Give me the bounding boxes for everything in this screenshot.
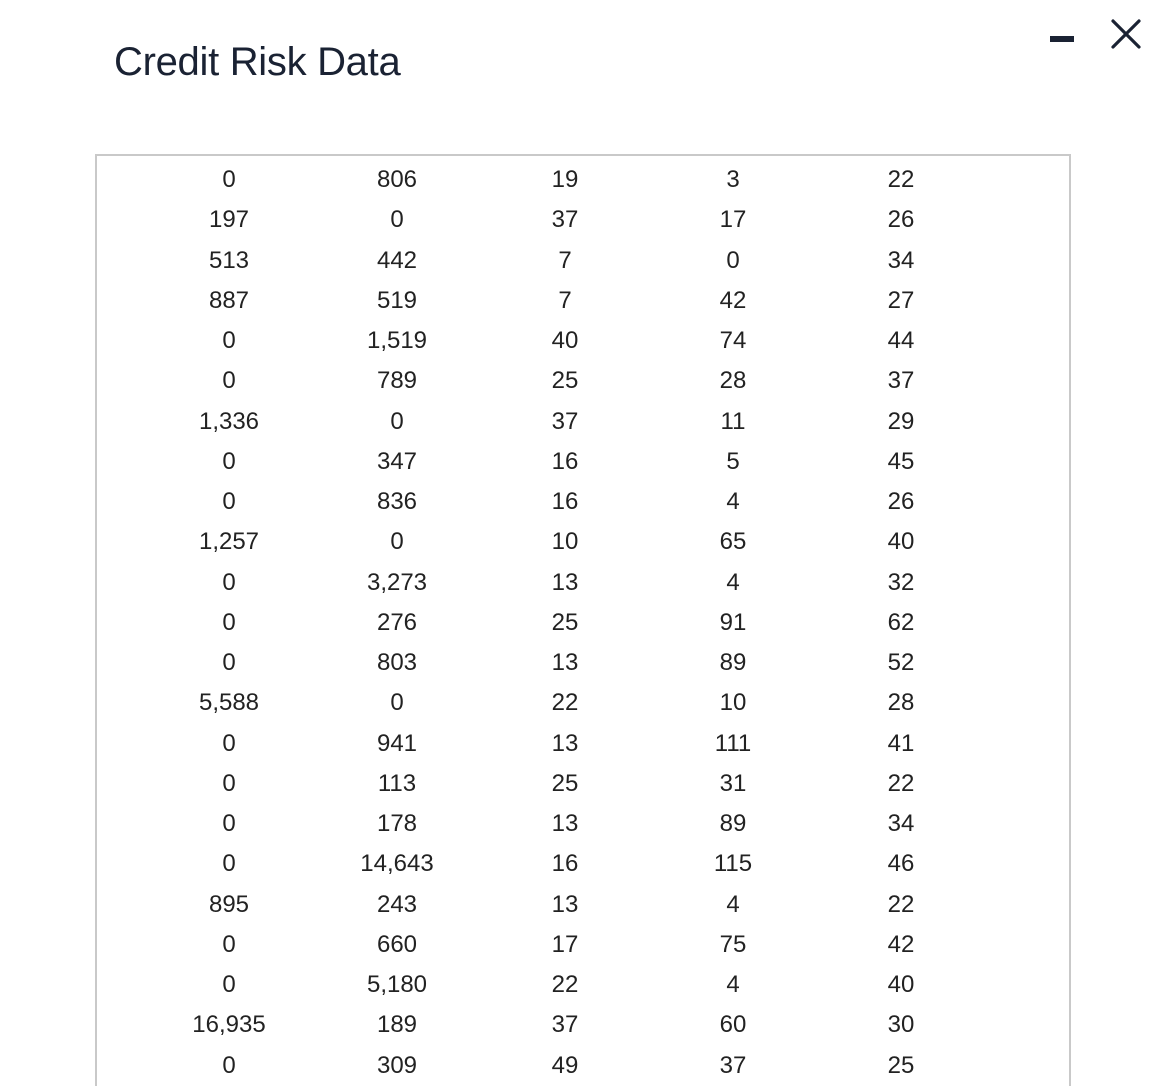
- table-cell: 46: [887, 850, 915, 878]
- credit-risk-table: [145, 160, 985, 1086]
- table-cell: 22: [887, 166, 915, 194]
- table-row: [145, 402, 985, 442]
- table-row: [145, 643, 985, 683]
- table-cell: 52: [887, 649, 915, 677]
- table-cell: 16,935: [192, 1011, 266, 1039]
- table-cell: 37: [551, 1011, 579, 1039]
- table-row: [145, 764, 985, 804]
- table-cell: 40: [887, 971, 915, 999]
- table-cell: 0: [222, 649, 236, 677]
- table-cell: 4: [726, 488, 740, 516]
- table-cell: 42: [719, 286, 747, 314]
- table-row: [145, 804, 985, 844]
- table-cell: 4: [726, 890, 740, 918]
- table-cell: 0: [390, 689, 404, 717]
- table-cell: 111: [714, 729, 752, 757]
- table-cell: 19: [551, 166, 579, 194]
- table-cell: 37: [719, 1051, 747, 1079]
- table-cell: 0: [222, 608, 236, 636]
- table-cell: 22: [887, 890, 915, 918]
- table-cell: 4: [726, 971, 740, 999]
- table-cell: 60: [719, 1011, 747, 1039]
- table-row: [145, 200, 985, 240]
- table-cell: 13: [551, 890, 579, 918]
- table-row: [145, 1005, 985, 1045]
- table-cell: 32: [887, 568, 915, 596]
- table-cell: 89: [719, 649, 747, 677]
- table-cell: 0: [726, 246, 740, 274]
- table-cell: 62: [887, 608, 915, 636]
- table-cell: 0: [222, 447, 236, 475]
- table-cell: 0: [222, 1051, 236, 1079]
- table-cell: 806: [376, 166, 418, 194]
- table-cell: 74: [719, 327, 747, 355]
- table-cell: 91: [719, 608, 747, 636]
- table-cell: 25: [551, 367, 579, 395]
- table-cell: 49: [551, 1051, 579, 1079]
- table-cell: 3,273: [366, 568, 428, 596]
- table-cell: 16: [551, 850, 579, 878]
- table-row: [145, 965, 985, 1005]
- table-cell: 41: [887, 729, 915, 757]
- table-row: [145, 361, 985, 401]
- table-cell: 30: [887, 1011, 915, 1039]
- table-cell: 89: [719, 810, 747, 838]
- table-row: [145, 925, 985, 965]
- table-cell: 519: [376, 286, 418, 314]
- table-cell: 13: [551, 729, 579, 757]
- table-cell: 26: [887, 488, 915, 516]
- table-cell: 115: [713, 850, 753, 878]
- table-cell: 16: [551, 447, 579, 475]
- table-cell: 887: [208, 286, 250, 314]
- table-cell: 17: [551, 930, 579, 958]
- table-row: [145, 563, 985, 603]
- table-cell: 37: [887, 367, 915, 395]
- table-row: [145, 522, 985, 562]
- table-cell: 40: [887, 528, 915, 556]
- table-cell: 10: [719, 689, 747, 717]
- table-cell: 29: [887, 407, 915, 435]
- table-cell: 31: [719, 769, 747, 797]
- table-cell: 660: [376, 930, 418, 958]
- table-cell: 0: [222, 810, 236, 838]
- table-row: [145, 603, 985, 643]
- table-cell: 34: [887, 246, 915, 274]
- table-cell: 442: [376, 246, 418, 274]
- table-cell: 803: [376, 649, 418, 677]
- table-cell: 836: [376, 488, 418, 516]
- minimize-icon: [1046, 26, 1078, 54]
- table-cell: 5,180: [366, 971, 428, 999]
- table-cell: 276: [376, 608, 418, 636]
- table-cell: 14,643: [360, 850, 434, 878]
- minimize-button[interactable]: [1046, 26, 1078, 54]
- table-cell: 13: [551, 810, 579, 838]
- table-row: [145, 885, 985, 925]
- table-cell: 44: [887, 327, 915, 355]
- table-cell: 789: [376, 367, 418, 395]
- table-cell: 3: [726, 166, 740, 194]
- table-cell: 0: [222, 166, 236, 194]
- table-row: [145, 241, 985, 281]
- table-cell: 0: [222, 568, 236, 596]
- table-cell: 189: [376, 1011, 418, 1039]
- table-cell: 0: [222, 930, 236, 958]
- table-row: [145, 281, 985, 321]
- table-row: [145, 160, 985, 200]
- table-cell: 65: [719, 528, 747, 556]
- table-cell: 37: [551, 206, 579, 234]
- table-cell: 27: [887, 286, 915, 314]
- table-cell: 22: [551, 689, 579, 717]
- table-cell: 7: [558, 286, 572, 314]
- table-cell: 0: [222, 488, 236, 516]
- table-cell: 0: [390, 528, 404, 556]
- table-cell: 0: [222, 769, 236, 797]
- table-cell: 178: [376, 810, 418, 838]
- table-cell: 40: [551, 327, 579, 355]
- table-cell: 16: [551, 488, 579, 516]
- table-row: [145, 482, 985, 522]
- table-row: [145, 683, 985, 723]
- table-cell: 309: [376, 1051, 418, 1079]
- table-cell: 75: [719, 930, 747, 958]
- table-cell: 0: [222, 850, 236, 878]
- table-cell: 1,257: [198, 528, 260, 556]
- table-cell: 7: [558, 246, 572, 274]
- table-cell: 5,588: [198, 689, 260, 717]
- table-cell: 25: [887, 1051, 915, 1079]
- table-row: [145, 321, 985, 361]
- table-cell: 37: [551, 407, 579, 435]
- table-cell: 113: [377, 769, 417, 797]
- table-cell: 34: [887, 810, 915, 838]
- table-row: [145, 724, 985, 764]
- table-cell: 5: [726, 447, 740, 475]
- table-cell: 347: [376, 447, 418, 475]
- close-button[interactable]: [1106, 16, 1146, 56]
- table-cell: 45: [887, 447, 915, 475]
- table-row: [145, 844, 985, 884]
- table-cell: 0: [222, 367, 236, 395]
- table-cell: 10: [551, 528, 579, 556]
- table-row: [145, 1046, 985, 1086]
- table-cell: 1,519: [366, 327, 428, 355]
- table-cell: 25: [551, 608, 579, 636]
- table-cell: 11: [720, 407, 746, 435]
- table-cell: 4: [726, 568, 740, 596]
- table-cell: 26: [887, 206, 915, 234]
- table-cell: 17: [719, 206, 747, 234]
- table-cell: 0: [222, 971, 236, 999]
- table-cell: 22: [551, 971, 579, 999]
- table-cell: 197: [208, 206, 250, 234]
- table-cell: 1,336: [198, 407, 260, 435]
- table-cell: 28: [887, 689, 915, 717]
- table-cell: 0: [390, 407, 404, 435]
- table-cell: 28: [719, 367, 747, 395]
- table-cell: 22: [887, 769, 915, 797]
- window-title: Credit Risk Data: [114, 40, 401, 84]
- table-cell: 513: [208, 246, 250, 274]
- table-cell: 0: [390, 206, 404, 234]
- table-cell: 0: [222, 327, 236, 355]
- table-cell: 25: [551, 769, 579, 797]
- table-cell: 895: [208, 890, 250, 918]
- table-cell: 941: [376, 729, 418, 757]
- close-icon: [1106, 16, 1146, 56]
- table-cell: 0: [222, 729, 236, 757]
- table-row: [145, 442, 985, 482]
- table-cell: 243: [376, 890, 418, 918]
- data-panel[interactable]: [95, 154, 1071, 1086]
- table-cell: 13: [551, 649, 579, 677]
- table-cell: 13: [551, 568, 579, 596]
- table-cell: 42: [887, 930, 915, 958]
